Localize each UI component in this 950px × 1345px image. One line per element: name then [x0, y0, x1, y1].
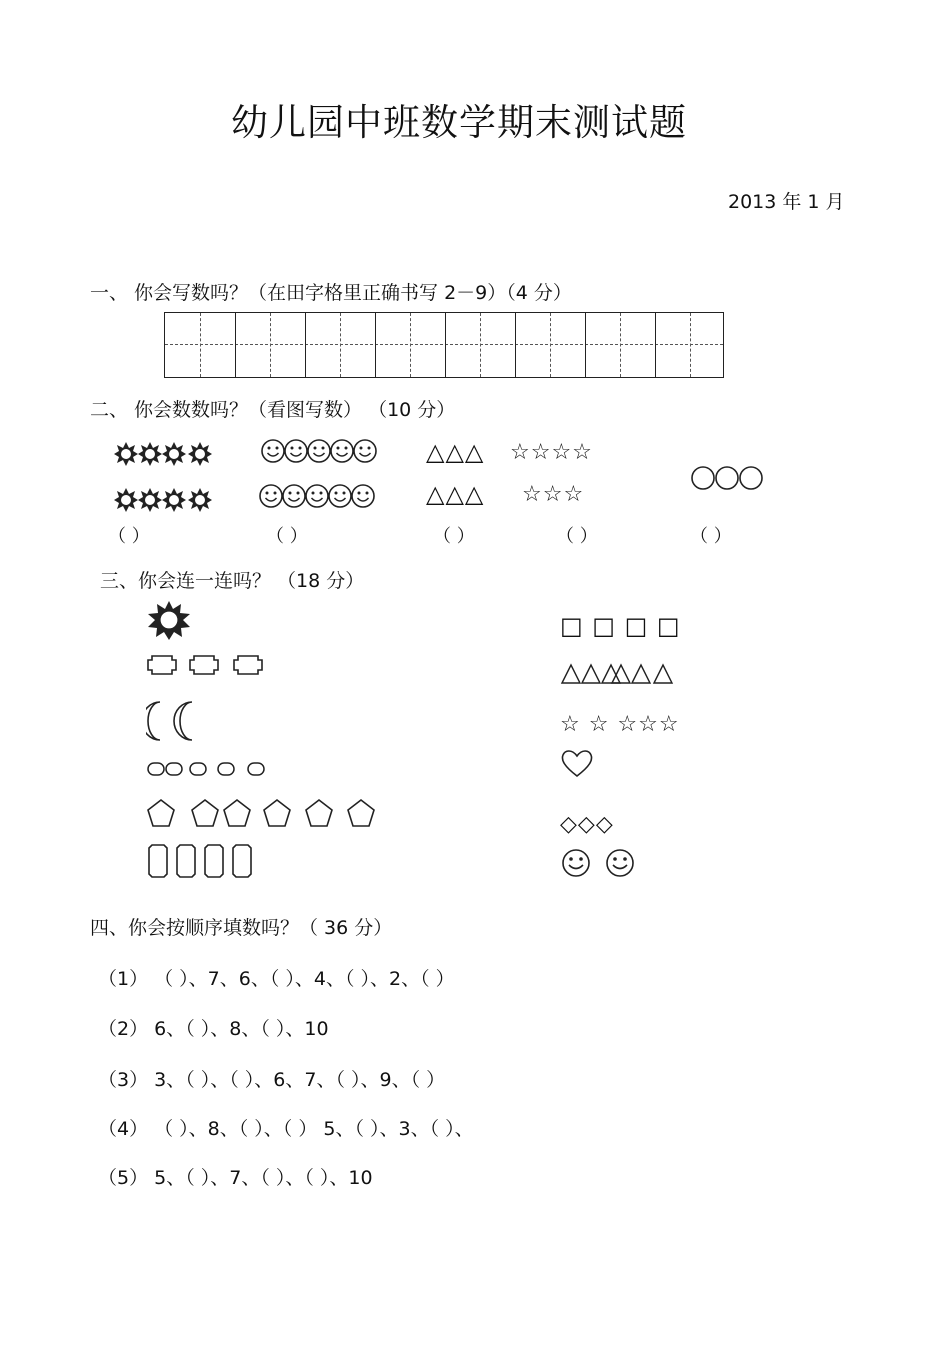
triangle-icon: △△△ [426, 438, 485, 466]
triangle-icon: △△△ [426, 480, 485, 508]
item-number: （2） [98, 1018, 149, 1040]
cross-icon[interactable] [146, 650, 270, 680]
star-icon[interactable]: ☆ ☆ ☆☆☆ [560, 712, 680, 737]
exam-date: 2013 年 1 月 [728, 191, 845, 213]
sequence-text[interactable]: （ ）、7、6、（ ）、4、（ ）、2、（ ） [148, 968, 455, 990]
sequence-item [98, 964, 455, 991]
answer-blank[interactable]: （ ） [266, 526, 308, 547]
diamond-icon[interactable]: ◇◇◇ [560, 812, 614, 837]
answer-blank[interactable]: （ ） [108, 526, 150, 547]
triangle-icon[interactable] [560, 660, 678, 686]
circle-icon [690, 464, 770, 494]
oval-icon[interactable] [146, 760, 270, 780]
sequence-item [98, 1014, 329, 1041]
writing-grid[interactable] [164, 312, 724, 378]
sequence-text[interactable]: 5、（ ）、7、（ ）、（ ）、10 [148, 1167, 373, 1189]
item-number: （1） [98, 968, 149, 990]
smiley-icon[interactable] [560, 846, 642, 880]
square-icon[interactable]: □ □ □ □ [560, 612, 681, 640]
item-number: （3） [98, 1069, 149, 1091]
sequence-item [98, 1114, 474, 1141]
page-title: 幼儿园中班数学期末测试题 [231, 101, 687, 144]
section-1-heading: 一、 你会写数吗？（在田字格里正确书写 2－9）（4 分） [90, 282, 572, 304]
item-number: （5） [98, 1167, 149, 1189]
section-2-heading: 二、 你会数数吗？（看图写数） （10 分） [90, 399, 456, 421]
sequence-text[interactable]: （ ）、8、（ ）、（ ） 5、（ ）、3、（ ）、 [148, 1118, 474, 1140]
rectangle-icon[interactable] [146, 842, 258, 880]
sun-icon [114, 488, 212, 512]
section-4-heading: 四、你会按顺序填数吗？（ 36 分） [90, 917, 393, 939]
heart-icon[interactable] [560, 748, 596, 780]
item-number: （4） [98, 1118, 149, 1140]
pentagon-icon[interactable] [146, 798, 382, 830]
sequence-text[interactable]: 3、（ ）、（ ）、6、7、（ ）、9、（ ） [148, 1069, 446, 1091]
moon-icon[interactable] [146, 700, 206, 742]
smiley-icon [260, 485, 374, 507]
answer-blank[interactable]: （ ） [433, 526, 475, 547]
smiley-icon [262, 440, 376, 462]
star-icon: ☆☆☆ [522, 482, 585, 507]
answer-blank[interactable]: （ ） [690, 526, 732, 547]
sun-group-count [110, 432, 220, 522]
section-3-heading: 三、你会连一连吗？ （18 分） [100, 570, 365, 592]
smiley-group-count [258, 436, 383, 516]
answer-blank[interactable]: （ ） [556, 526, 598, 547]
star-icon: ☆☆☆☆ [510, 440, 593, 465]
sequence-item [98, 1163, 373, 1190]
sun-icon[interactable] [146, 600, 194, 642]
sun-icon [114, 442, 212, 466]
sequence-item [98, 1065, 445, 1092]
sequence-text[interactable]: 6、（ ）、8、（ ）、10 [148, 1018, 329, 1040]
